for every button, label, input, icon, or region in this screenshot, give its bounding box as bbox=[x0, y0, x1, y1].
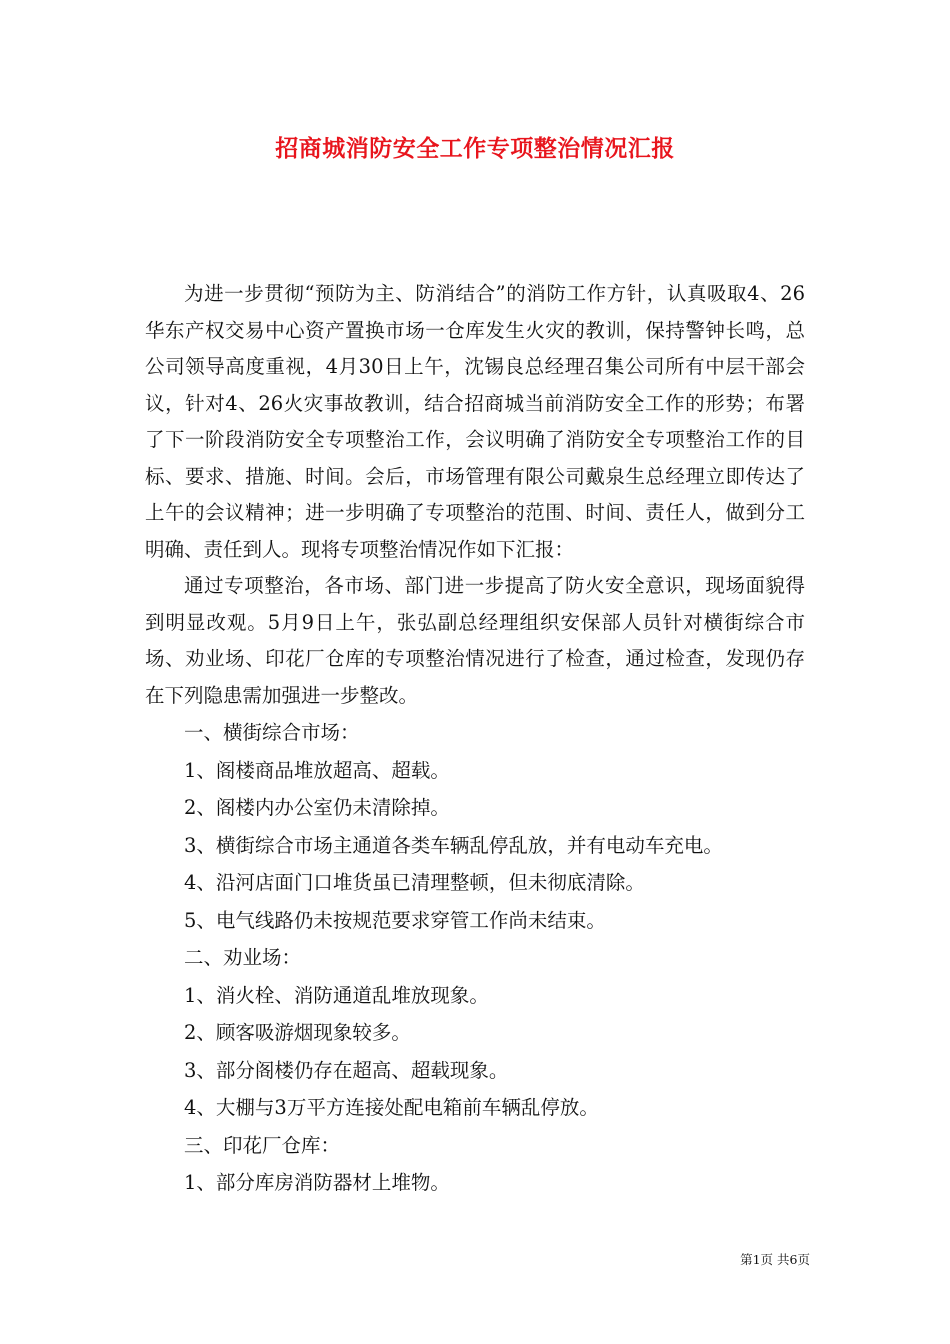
document-body bbox=[145, 276, 805, 1202]
list-item: 1、消火栓、消防通道乱堆放现象。 bbox=[184, 983, 489, 1007]
section-heading-quanyechang: 二、劝业场： bbox=[184, 946, 302, 969]
paragraph-inspection: 通过专项整治，各市场、部门进一步提高了防火安全意识，现场面貌得到明显改观。5月9日上午，张弘副总经理组织安保部人员针对横街综合市场、劝业场、印花厂仓库的专项整治情况进行了检查，通过检查，发现仍存在下列隐患需加强进一步整改。 bbox=[145, 574, 805, 707]
list-item: 2、顾客吸游烟现象较多。 bbox=[184, 1021, 411, 1044]
section-heading-yinhuachang: 三、印花厂仓库： bbox=[184, 1133, 341, 1157]
page-number-footer: 第1页 共6页 bbox=[740, 1252, 810, 1267]
section-heading-hengjie: 一、横街综合市场： bbox=[184, 721, 360, 744]
paragraph-intro: 为进一步贯彻“预防为主、防消结合”的消防工作方针，认真吸取4、26华东产权交易中心资产置换市场一仓库发生火灾的教训，保持警钟长鸣，总公司领导高度重视，4月30日上午，沈锡良总经理召集公司所有中层干部会议，针对4、26火灾事故教训，结合招商城当前消防安全工作的形势；布署了下一阶段消防安全专项整治工作，会议明确了消防安全专项整治工作的目标、要求、措施、时间。会后，市场管理有限公司戴泉生总经理立即传达了上午的会议精神；进一步明确了专项整治的范围、时间、责任人，做到分工明确、责任到人。现将专项整治情况作如下汇报： bbox=[145, 282, 805, 561]
list-item: 4、大棚与3万平方连接处配电箱前车辆乱停放。 bbox=[184, 1096, 599, 1119]
list-item: 5、电气线路仍未按规范要求穿管工作尚未结束。 bbox=[184, 908, 606, 932]
list-item: 3、部分阁楼仍存在超高、超载现象。 bbox=[184, 1058, 509, 1082]
list-item: 2、阁楼内办公室仍未清除掉。 bbox=[184, 796, 450, 819]
list-item: 1、阁楼商品堆放超高、超载。 bbox=[184, 758, 450, 782]
document-title: 招商城消防安全工作专项整治情况汇报 bbox=[275, 135, 675, 162]
list-item: 4、沿河店面门口堆货虽已清理整顿，但未彻底清除。 bbox=[184, 871, 645, 894]
list-item: 1、部分库房消防器材上堆物。 bbox=[184, 1171, 450, 1194]
list-item: 3、横街综合市场主通道各类车辆乱停乱放，并有电动车充电。 bbox=[184, 833, 723, 857]
